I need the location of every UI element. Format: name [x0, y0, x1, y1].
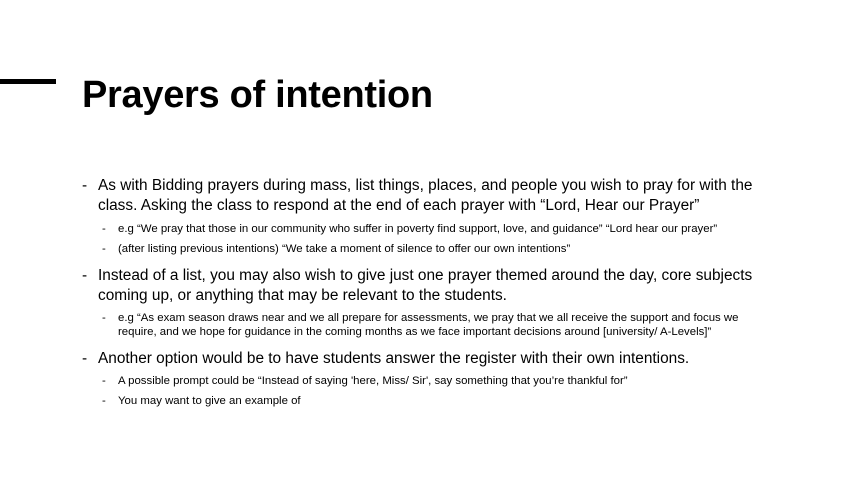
bullet-dash: - [82, 177, 88, 194]
sub-bullet-text: A possible prompt could be “Instead of saying 'here, Miss/ Sir', say something that you’re thankful for” [118, 375, 628, 387]
bullet-item [82, 176, 772, 216]
bullet-text: Instead of a list, you may also wish to give just one prayer themed around the day, core subjects coming up, or anything that may be relevant to the students. [98, 267, 753, 304]
sub-bullet-item [102, 311, 772, 339]
sub-bullet-item [102, 394, 772, 408]
bullet-dash: - [102, 243, 106, 255]
bullet-item [82, 266, 772, 306]
slide-title: Prayers of intention [82, 74, 433, 116]
sub-bullet-text: You may want to give an example of [118, 395, 301, 407]
bullet-list [82, 176, 772, 408]
bullet-dash: - [102, 395, 106, 407]
bullet-text: Another option would be to have students answer the register with their own intentions. [98, 350, 690, 367]
sub-bullet-text: (after listing previous intentions) “We take a moment of silence to offer our own intentions” [118, 243, 571, 255]
sub-bullet-item [102, 242, 772, 256]
title-accent-bar [0, 79, 56, 84]
bullet-dash: - [102, 375, 106, 387]
bullet-dash: - [102, 312, 106, 324]
sub-bullet-text: e.g “As exam season draws near and we all prepare for assessments, we pray that we all receive the support and focus we require, and we hope for guidance in the coming months as we face important decisions around [university/ A-Levels]” [118, 312, 739, 338]
sub-bullet-item [102, 374, 772, 388]
bullet-item [82, 349, 772, 369]
bullet-dash: - [82, 350, 88, 367]
sub-bullet-item [102, 222, 772, 236]
sub-bullet-text: e.g “We pray that those in our community who suffer in poverty find support, love, and guidance” “Lord hear our prayer” [118, 223, 718, 235]
bullet-text: As with Bidding prayers during mass, list things, places, and people you wish to pray for with the class. Asking the class to respond at the end of each prayer with “Lord, Hear our Prayer” [98, 177, 753, 214]
bullet-dash: - [82, 267, 88, 284]
bullet-dash: - [102, 223, 106, 235]
